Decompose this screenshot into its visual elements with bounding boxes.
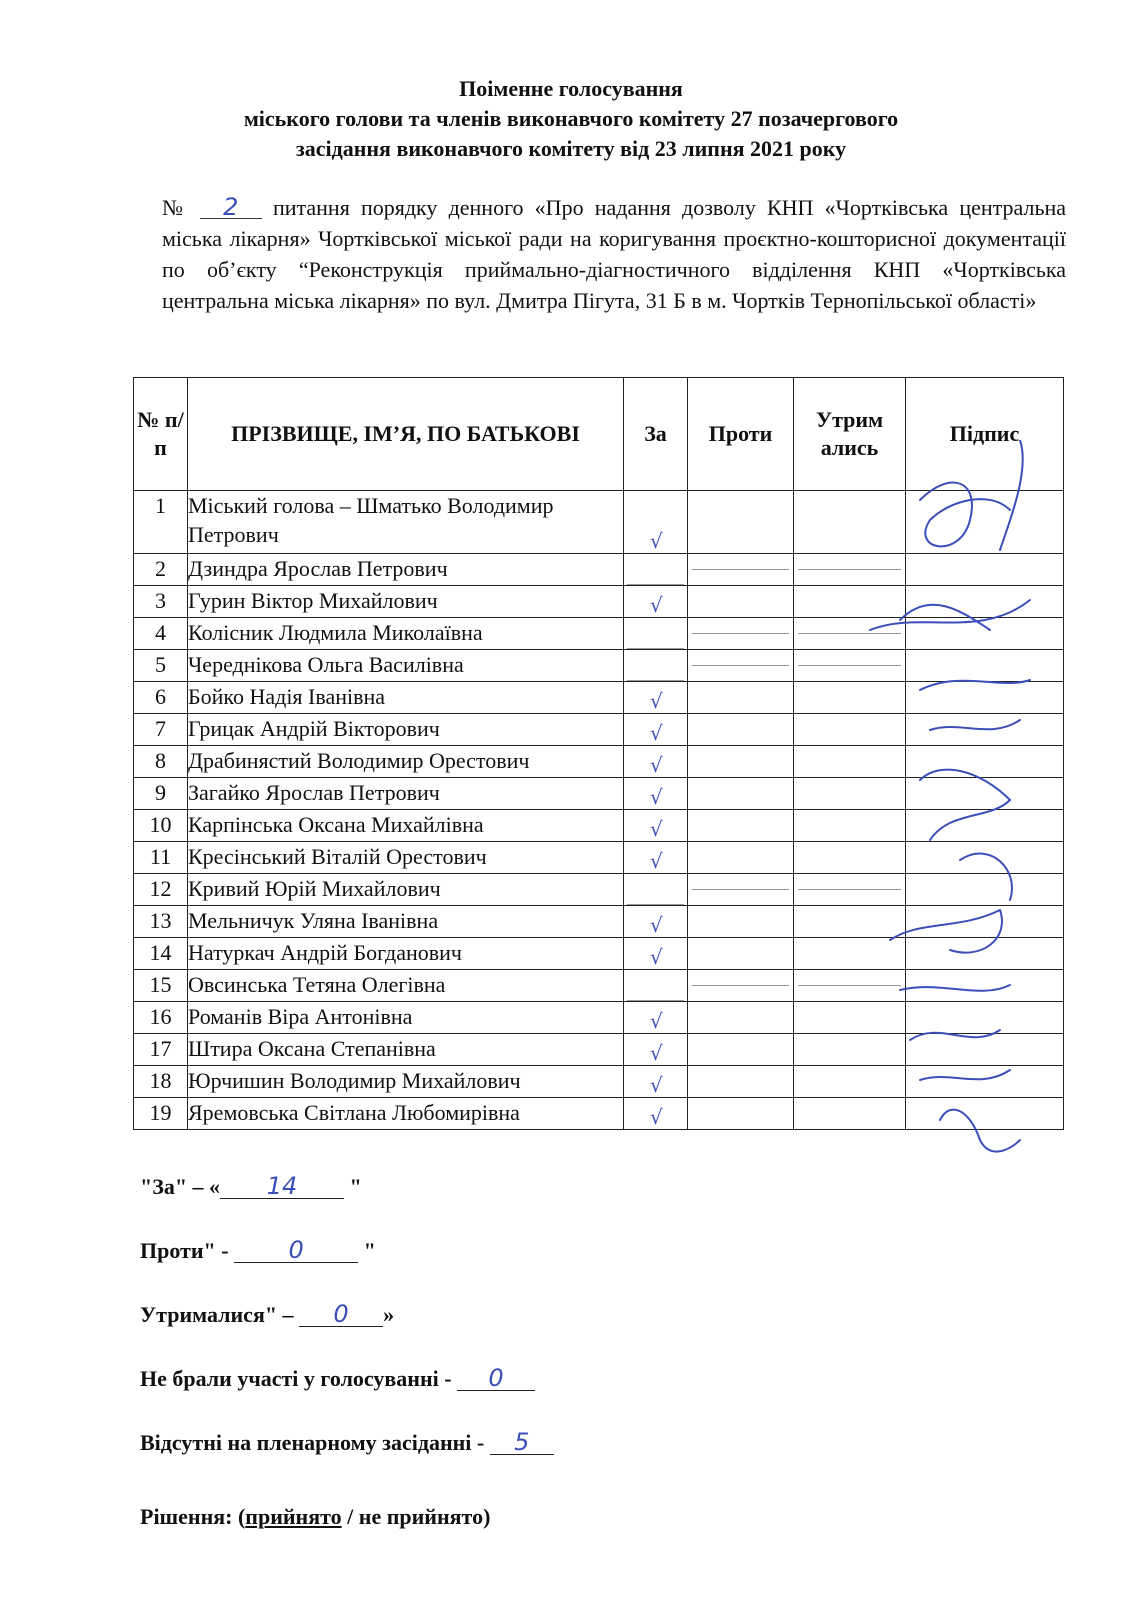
row-name: Овсинська Тетяна Олегівна <box>188 970 624 1002</box>
row-against-cell <box>688 970 794 1002</box>
header-for: За <box>624 378 688 491</box>
table-row <box>134 650 1064 682</box>
table-row <box>134 970 1064 1002</box>
row-for-cell <box>624 1066 688 1098</box>
dash-line <box>692 889 789 890</box>
doc-subtitle-line2: засідання виконавчого комітету від 23 липня 2021 року <box>295 136 847 161</box>
row-for-cell <box>624 874 688 906</box>
row-name: Драбинястий Володимир Орестович <box>188 746 624 778</box>
summary-absent-value: 5 <box>490 1430 554 1455</box>
row-name: Штира Оксана Степанівна <box>188 1034 624 1066</box>
row-name: Яремовська Світлана Любомирівна <box>188 1098 624 1130</box>
row-abstained-cell <box>794 906 906 938</box>
row-for-cell <box>624 586 688 618</box>
row-for-cell <box>624 906 688 938</box>
dash-line <box>692 633 789 634</box>
agenda-text: питання порядку денного «Про надання дозволу КНП «Чортківська центральна міська лікарня» Чортківської міської ради на коригування проєктно-кошторисної документації по об’єкту “Реконструкція приймально-діагностичного відділення КНП «Чортківська центральна міська лікарня» по вул. Дмитра Пігута, 31 Б в м. Чортків Тернопільської області» <box>162 195 1067 313</box>
row-number: 17 <box>134 1034 188 1066</box>
row-against-cell <box>688 938 794 970</box>
check-mark-icon: √ <box>650 1041 663 1065</box>
dash-line <box>798 665 900 666</box>
row-against-cell <box>688 682 794 714</box>
row-for-cell <box>624 1034 688 1066</box>
dash-line <box>692 665 789 666</box>
row-for-cell <box>624 1002 688 1034</box>
row-for-cell <box>624 1098 688 1130</box>
decision-rest: / не прийнято) <box>341 1504 491 1529</box>
table-row <box>134 586 1064 618</box>
row-abstained-cell <box>794 554 906 586</box>
row-abstained-cell <box>794 1066 906 1098</box>
row-against-cell <box>688 874 794 906</box>
row-name: Юрчишин Володимир Михайлович <box>188 1066 624 1098</box>
row-number: 12 <box>134 874 188 906</box>
row-against-cell <box>688 1034 794 1066</box>
table-row <box>134 618 1064 650</box>
dash-line <box>798 569 900 570</box>
row-against-cell <box>688 586 794 618</box>
row-against-cell <box>688 746 794 778</box>
summary-for <box>140 1172 362 1202</box>
table-row <box>134 1002 1064 1034</box>
row-signature-cell <box>906 1098 1064 1130</box>
row-name: Міський голова – Шматько Володимир Петрович <box>188 491 624 554</box>
row-against-cell <box>688 842 794 874</box>
check-mark-icon: √ <box>650 817 663 841</box>
row-number: 6 <box>134 682 188 714</box>
check-mark-icon: √ <box>650 1073 663 1097</box>
row-abstained-cell <box>794 1098 906 1130</box>
row-number: 13 <box>134 906 188 938</box>
row-for-cell <box>624 491 688 554</box>
row-name: Кривий Юрій Михайлович <box>188 874 624 906</box>
decision-label: Рішення: ( <box>140 1504 246 1529</box>
summary-not-voted <box>140 1364 535 1394</box>
summary-against <box>140 1236 376 1266</box>
row-for-cell <box>624 778 688 810</box>
doc-subtitle-line1: міського голови та членів виконавчого комітету 27 позачергового <box>243 106 899 131</box>
row-signature-cell <box>906 491 1064 554</box>
row-abstained-cell <box>794 714 906 746</box>
summary-absent <box>140 1428 554 1458</box>
summary-abstained-label: Утрималися" – <box>140 1302 294 1327</box>
table-row <box>134 810 1064 842</box>
row-abstained-cell <box>794 1002 906 1034</box>
agenda-item-number: 2 <box>200 196 262 219</box>
row-name: Грицак Андрій Вікторович <box>188 714 624 746</box>
row-against-cell <box>688 714 794 746</box>
row-for-cell <box>624 650 688 682</box>
row-name: Романів Віра Антонівна <box>188 1002 624 1034</box>
row-name: Кресінський Віталій Орестович <box>188 842 624 874</box>
summary-for-label: "За" – « <box>140 1174 221 1199</box>
table-row <box>134 714 1064 746</box>
row-abstained-cell <box>794 491 906 554</box>
row-number: 18 <box>134 1066 188 1098</box>
row-name: Мельничук Уляна Іванівна <box>188 906 624 938</box>
row-number: 7 <box>134 714 188 746</box>
header-name: ПРІЗВИЩЕ, ІМ’Я, ПО БАТЬКОВІ <box>188 378 624 491</box>
row-abstained-cell <box>794 938 906 970</box>
row-number: 14 <box>134 938 188 970</box>
summary-for-value: 14 <box>220 1174 344 1199</box>
row-number: 11 <box>134 842 188 874</box>
row-abstained-cell <box>794 1034 906 1066</box>
row-number: 1 <box>134 491 188 554</box>
row-name: Гурин Віктор Михайлович <box>188 586 624 618</box>
check-mark-icon: √ <box>650 721 663 745</box>
table-row <box>134 491 1064 554</box>
check-mark-icon: √ <box>650 689 663 713</box>
row-signature-cell <box>906 842 1064 874</box>
summary-abstained <box>140 1300 394 1330</box>
header-signature: Підпис <box>906 378 1064 491</box>
voting-table <box>133 377 1064 1130</box>
row-abstained-cell <box>794 618 906 650</box>
agenda-num-prefix: № <box>162 195 189 220</box>
row-number: 10 <box>134 810 188 842</box>
row-signature-cell <box>906 1066 1064 1098</box>
check-mark-icon: √ <box>650 913 663 937</box>
row-name: Дзиндра Ярослав Петрович <box>188 554 624 586</box>
row-abstained-cell <box>794 586 906 618</box>
check-mark-icon: √ <box>650 1105 663 1129</box>
dash-line <box>692 569 789 570</box>
row-against-cell <box>688 778 794 810</box>
row-against-cell <box>688 618 794 650</box>
row-for-cell <box>624 810 688 842</box>
row-number: 3 <box>134 586 188 618</box>
row-abstained-cell <box>794 682 906 714</box>
row-number: 8 <box>134 746 188 778</box>
doc-title: Поіменне голосування <box>459 76 683 101</box>
row-number: 16 <box>134 1002 188 1034</box>
row-signature-cell <box>906 714 1064 746</box>
row-abstained-cell <box>794 810 906 842</box>
summary-against-label: Проти" - <box>140 1238 229 1263</box>
row-signature-cell <box>906 874 1064 906</box>
table-row <box>134 842 1064 874</box>
check-mark-icon: √ <box>650 945 663 969</box>
row-signature-cell <box>906 906 1064 938</box>
row-abstained-cell <box>794 746 906 778</box>
agenda-paragraph <box>162 192 1066 316</box>
check-mark-icon: √ <box>650 753 663 777</box>
dash-line <box>798 633 900 634</box>
row-signature-cell <box>906 810 1064 842</box>
row-against-cell <box>688 650 794 682</box>
table-row <box>134 1066 1064 1098</box>
table-row <box>134 746 1064 778</box>
summary-against-end: " <box>363 1238 376 1263</box>
row-against-cell <box>688 810 794 842</box>
summary-absent-label: Відсутні на пленарному засіданні - <box>140 1430 485 1455</box>
row-for-cell <box>624 842 688 874</box>
row-number: 4 <box>134 618 188 650</box>
row-name: Карпінська Оксана Михайлівна <box>188 810 624 842</box>
summary-for-end: " <box>349 1174 362 1199</box>
row-abstained-cell <box>794 778 906 810</box>
row-signature-cell <box>906 746 1064 778</box>
row-signature-cell <box>906 778 1064 810</box>
summary-against-value: 0 <box>234 1238 358 1263</box>
row-signature-cell <box>906 1002 1064 1034</box>
row-for-cell <box>624 970 688 1002</box>
row-against-cell <box>688 1098 794 1130</box>
row-for-cell <box>624 746 688 778</box>
dash-line <box>692 985 789 986</box>
table-row <box>134 874 1064 906</box>
header-abstained: Утрим ались <box>794 378 906 491</box>
summary-abstained-value: 0 <box>299 1302 383 1327</box>
row-signature-cell <box>906 938 1064 970</box>
row-abstained-cell <box>794 874 906 906</box>
row-number: 2 <box>134 554 188 586</box>
check-mark-icon: √ <box>650 593 663 617</box>
row-number: 19 <box>134 1098 188 1130</box>
header-against: Проти <box>688 378 794 491</box>
summary-not-voted-value: 0 <box>457 1366 535 1391</box>
table-row <box>134 906 1064 938</box>
decision-accepted: прийнято <box>245 1504 342 1529</box>
row-for-cell <box>624 618 688 650</box>
table-row <box>134 1034 1064 1066</box>
row-against-cell <box>688 906 794 938</box>
row-name: Натуркач Андрій Богданович <box>188 938 624 970</box>
row-signature-cell <box>906 650 1064 682</box>
row-abstained-cell <box>794 650 906 682</box>
row-for-cell <box>624 682 688 714</box>
summary-decision <box>140 1502 490 1532</box>
check-mark-icon: √ <box>650 1009 663 1033</box>
row-for-cell <box>624 938 688 970</box>
row-abstained-cell <box>794 842 906 874</box>
row-number: 9 <box>134 778 188 810</box>
row-name: Загайко Ярослав Петрович <box>188 778 624 810</box>
dash-line <box>798 889 900 890</box>
table-row <box>134 682 1064 714</box>
row-for-cell <box>624 554 688 586</box>
row-against-cell <box>688 554 794 586</box>
row-number: 15 <box>134 970 188 1002</box>
row-abstained-cell <box>794 970 906 1002</box>
check-mark-icon: √ <box>650 785 663 809</box>
summary-abstained-end: » <box>383 1302 395 1327</box>
row-signature-cell <box>906 618 1064 650</box>
row-name: Колісник Людмила Миколаївна <box>188 618 624 650</box>
row-signature-cell <box>906 586 1064 618</box>
row-signature-cell <box>906 970 1064 1002</box>
table-row <box>134 554 1064 586</box>
row-signature-cell <box>906 554 1064 586</box>
header-num: № п/п <box>134 378 188 491</box>
check-mark-icon: √ <box>650 529 663 553</box>
row-against-cell <box>688 491 794 554</box>
row-against-cell <box>688 1002 794 1034</box>
row-number: 5 <box>134 650 188 682</box>
check-mark-icon: √ <box>650 849 663 873</box>
table-row <box>134 1098 1064 1130</box>
row-against-cell <box>688 1066 794 1098</box>
row-name: Бойко Надія Іванівна <box>188 682 624 714</box>
row-name: Череднікова Ольга Василівна <box>188 650 624 682</box>
table-row <box>134 938 1064 970</box>
table-row <box>134 778 1064 810</box>
summary-not-voted-label: Не брали участі у голосуванні - <box>140 1366 452 1391</box>
row-signature-cell <box>906 682 1064 714</box>
dash-line <box>798 985 900 986</box>
row-signature-cell <box>906 1034 1064 1066</box>
row-for-cell <box>624 714 688 746</box>
